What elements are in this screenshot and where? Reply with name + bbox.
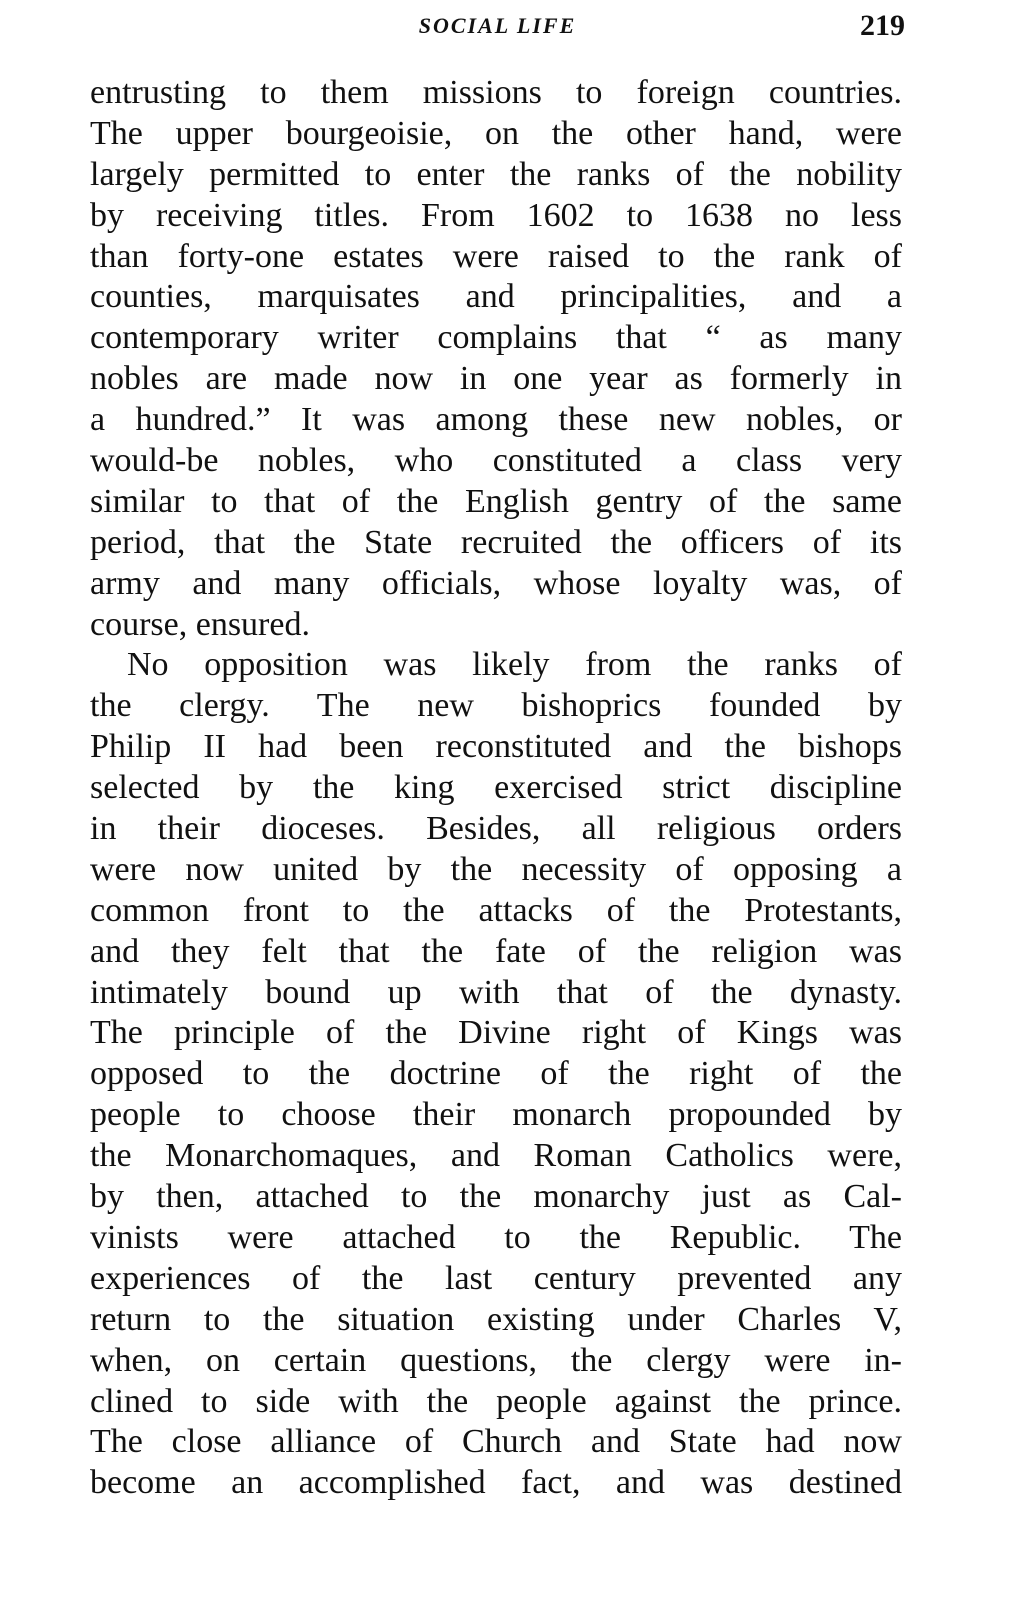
paragraph-end-line: course, ensured. [90,605,310,643]
text-line: counties, marquisates and principalities, and a [90,278,902,316]
text-line: return to the situation existing under Charles V, [90,1300,902,1338]
text-line: largely permitted to enter the ranks of the nobility [90,155,902,193]
text-line: Philip II had been reconstituted and the bishops [90,728,902,766]
text-line: people to choose their monarch propounded by [90,1096,902,1134]
text-line: intimately bound up with that of the dynasty. [90,973,902,1011]
text-line: army and many officials, whose loyalty was, of [90,564,902,602]
text-line: the Monarchomaques, and Roman Catholics were, [90,1137,902,1175]
text-line: than forty-one estates were raised to the rank of [90,237,902,275]
text-line: would-be nobles, who constituted a class very [90,442,902,480]
text-line: The close alliance of Church and State had now [90,1423,902,1461]
text-line: selected by the king exercised strict discipline [90,769,902,807]
text-line: in their dioceses. Besides, all religious orders [90,810,902,848]
running-head [90,6,905,46]
text-line: a hundred.” It was among these new nobles, or [90,401,902,439]
text-line: The principle of the Divine right of Kings was [90,1014,902,1052]
text-line: contemporary writer complains that “ as many [90,319,902,357]
paragraph-start-line: No opposition was likely from the ranks of [127,646,902,684]
text-line: common front to the attacks of the Protestants, [90,891,902,929]
text-line: vinists were attached to the Republic. The [90,1218,902,1256]
text-line: by receiving titles. From 1602 to 1638 no less [90,196,902,234]
text-line: the clergy. The new bishoprics founded by [90,687,902,725]
text-line: period, that the State recruited the officers of its [90,523,902,561]
text-line: opposed to the doctrine of the right of the [90,1055,902,1093]
body-text [90,73,902,1504]
text-line: when, on certain questions, the clergy were in- [90,1341,902,1379]
text-line: by then, attached to the monarchy just as Cal- [90,1178,902,1216]
text-line: were now united by the necessity of opposing a [90,850,902,888]
text-line: experiences of the last century prevented any [90,1259,902,1297]
page-number: 219 [860,9,905,42]
text-line: and they felt that the fate of the religion was [90,932,902,970]
text-line: clined to side with the people against the prince. [90,1382,902,1420]
text-line: The upper bourgeoisie, on the other hand, were [90,114,902,152]
text-line: nobles are made now in one year as formerly in [90,360,902,398]
text-line: become an accomplished fact, and was destined [90,1464,902,1502]
text-line: entrusting to them missions to foreign countries. [90,74,902,111]
running-title: SOCIAL LIFE [418,13,577,38]
text-line: similar to that of the English gentry of the same [90,482,902,520]
